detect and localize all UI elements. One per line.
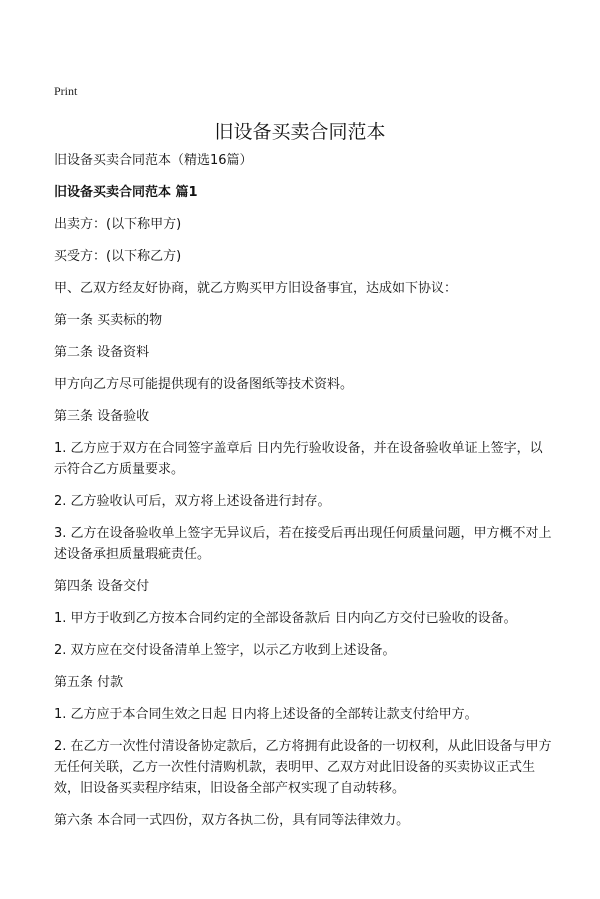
section-heading: 旧设备买卖合同范本 篇1 <box>54 185 198 200</box>
document-body <box>54 150 554 842</box>
paragraph-seller: 出卖方：(以下称甲方) <box>54 217 182 232</box>
clause-3-heading: 第三条 设备验收 <box>54 409 150 424</box>
paragraph-agreement: 甲、乙双方经友好协商，就乙方购买甲方旧设备事宜，达成如下协议： <box>54 281 458 296</box>
clause-2-heading: 第二条 设备资料 <box>54 345 150 360</box>
clause-4-item-2: 2. 双方应在交付设备清单上签字，以示乙方收到上述设备。 <box>54 643 396 658</box>
clause-3-item-1: 1. 乙方应于双方在合同签字盖章后 日内先行验收设备，并在设备验收单证上签字，以示符合乙方质量要求。 <box>54 441 543 477</box>
clause-6-text: 第六条 本合同一式四份，双方各执二份，具有同等法律效力。 <box>54 813 410 828</box>
clause-3-item-2: 2. 乙方验收认可后，双方将上述设备进行封存。 <box>54 494 331 509</box>
clause-5-item-1: 1. 乙方应于本合同生效之日起 日内将上述设备的全部转让款支付给甲方。 <box>54 707 478 722</box>
clause-4-heading: 第四条 设备交付 <box>54 579 150 594</box>
clause-2-text: 甲方向乙方尽可能提供现有的设备图纸等技术资料。 <box>54 377 354 392</box>
print-link[interactable]: Print <box>54 84 78 98</box>
clause-5-heading: 第五条 付款 <box>54 675 124 690</box>
document-title: 旧设备买卖合同范本 <box>214 121 386 143</box>
document-subtitle: 旧设备买卖合同范本（精选16篇） <box>54 153 253 168</box>
paragraph-buyer: 买受方：(以下称乙方) <box>54 249 182 264</box>
clause-1-heading: 第一条 买卖标的物 <box>54 313 163 328</box>
clause-4-item-1: 1. 甲方于收到乙方按本合同约定的全部设备款后 日内向乙方交付已验收的设备。 <box>54 611 517 626</box>
clause-5-item-2: 2. 在乙方一次性付清设备协定款后，乙方将拥有此设备的一切权利，从此旧设备与甲方无任何关联，乙方一次性付清购机款，表明甲、乙双方对此旧设备的买卖协议正式生效，旧设备买卖程序结束，旧设备全部产权实现了自动转移。 <box>54 739 552 796</box>
clause-3-item-3: 3. 乙方在设备验收单上签字无异议后，若在接受后再出现任何质量问题，甲方概不对上述设备承担质量瑕疵责任。 <box>54 526 552 562</box>
